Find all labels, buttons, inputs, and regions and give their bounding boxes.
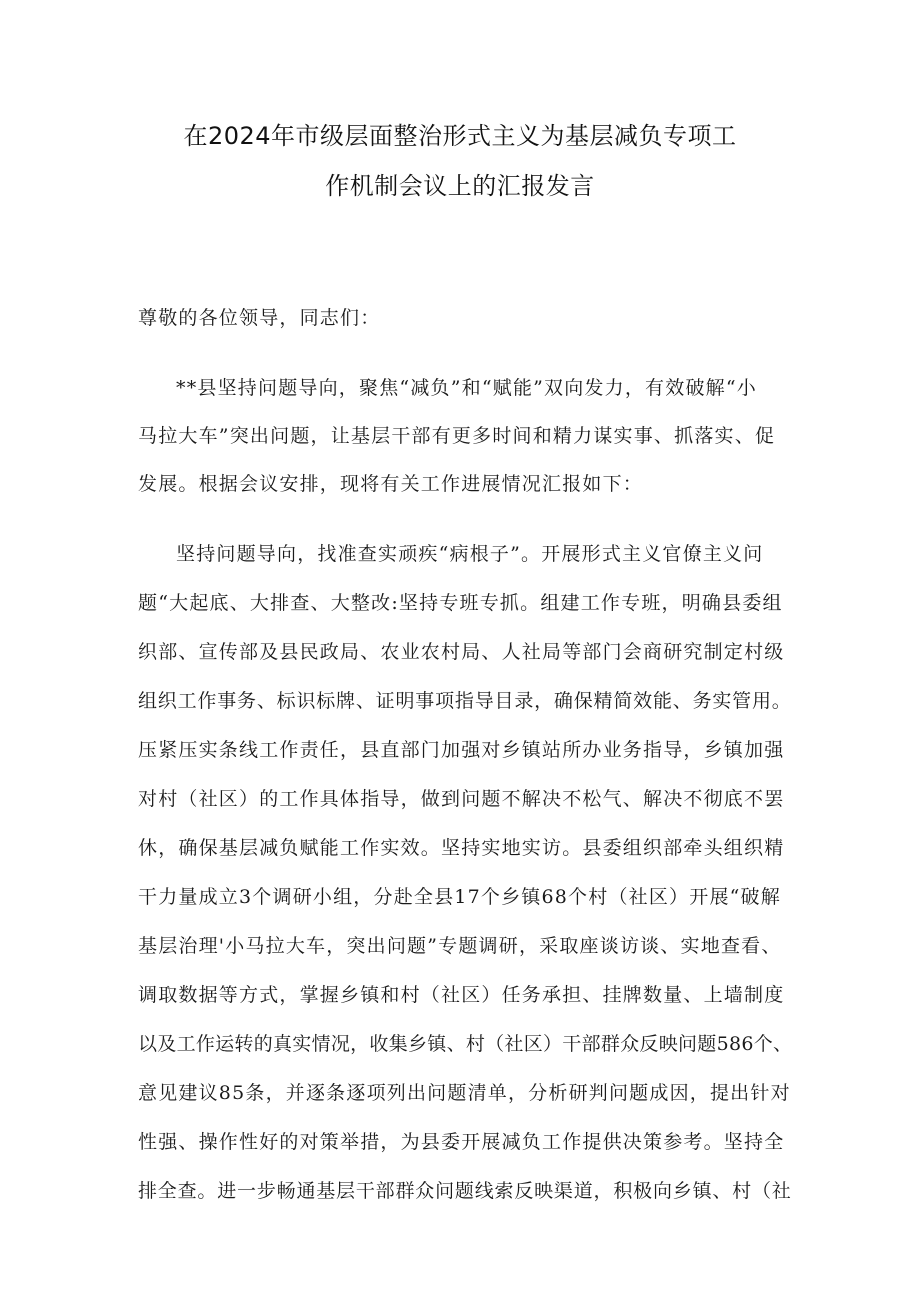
paragraph-2-line: 意见建议85条，并逐条逐项列出问题清单，分析研判问题成因，提出针对 (138, 1082, 791, 1104)
paragraph-2-line: 排全查。进一步畅通基层干部群众问题线索反映渠道，积极向乡镇、村（社 (138, 1180, 792, 1202)
paragraph-2-line: 基层治理'小马拉大车，突出问题”专题调研，采取座谈访谈、实地查看、 (138, 935, 782, 957)
paragraph-2-line: 组织工作事务、标识标牌、证明事项指导目录，确保精简效能、务实管用。 (138, 690, 792, 712)
paragraph-2-line: 压紧压实条线工作责任，县直部门加强对乡镇站所办业务指导，乡镇加强 (138, 739, 785, 761)
paragraph-1-line: 马拉大车”突出问题，让基层干部有更多时间和精力谋实事、抓落实、促 (138, 425, 776, 447)
paragraph-2-line: 对村（社区）的工作具体指导，做到问题不解决不松气、解决不彻底不罢 (138, 788, 785, 810)
paragraph-2-line: 以及工作运转的真实情况，收集乡镇、村（社区）干部群众反映问题586个、 (138, 1033, 793, 1055)
paragraph-2-line: 坚持问题导向，找准查实顽疾“病根子”。开展形式主义官僚主义问 (176, 543, 764, 565)
document-title-line-1: 在2024年市级层面整治形式主义为基层减负专项工 (183, 122, 737, 150)
document-title-line-2: 作机制会议上的汇报发言 (325, 172, 595, 200)
paragraph-2-line: 性强、操作性好的对策举措，为县委开展减负工作提供决策参考。坚持全 (138, 1131, 785, 1153)
paragraph-2-line: 调取数据等方式，掌握乡镇和村（社区）任务承担、挂牌数量、上墙制度 (138, 984, 785, 1006)
salutation: 尊敬的各位领导，同志们： (138, 307, 381, 329)
paragraph-1-line: **县坚持问题导向，聚焦“减负”和“赋能”双向发力，有效破解“小 (176, 377, 757, 399)
paragraph-1-line: 发展。根据会议安排，现将有关工作进展情况汇报如下： (138, 473, 644, 495)
paragraph-2-line: 题“大起底、大排查、大整改:坚持专班专抓。组建工作专班，明确县委组 (138, 592, 783, 614)
paragraph-2-line: 织部、宣传部及县民政局、农业农村局、人社局等部门会商研究制定村级 (138, 641, 785, 663)
paragraph-2-line: 干力量成立3个调研小组，分赴全县17个乡镇68个村（社区）开展“破解 (138, 886, 781, 908)
paragraph-2-line: 休，确保基层减负赋能工作实效。坚持实地实访。县委组织部牵头组织精 (138, 837, 785, 859)
